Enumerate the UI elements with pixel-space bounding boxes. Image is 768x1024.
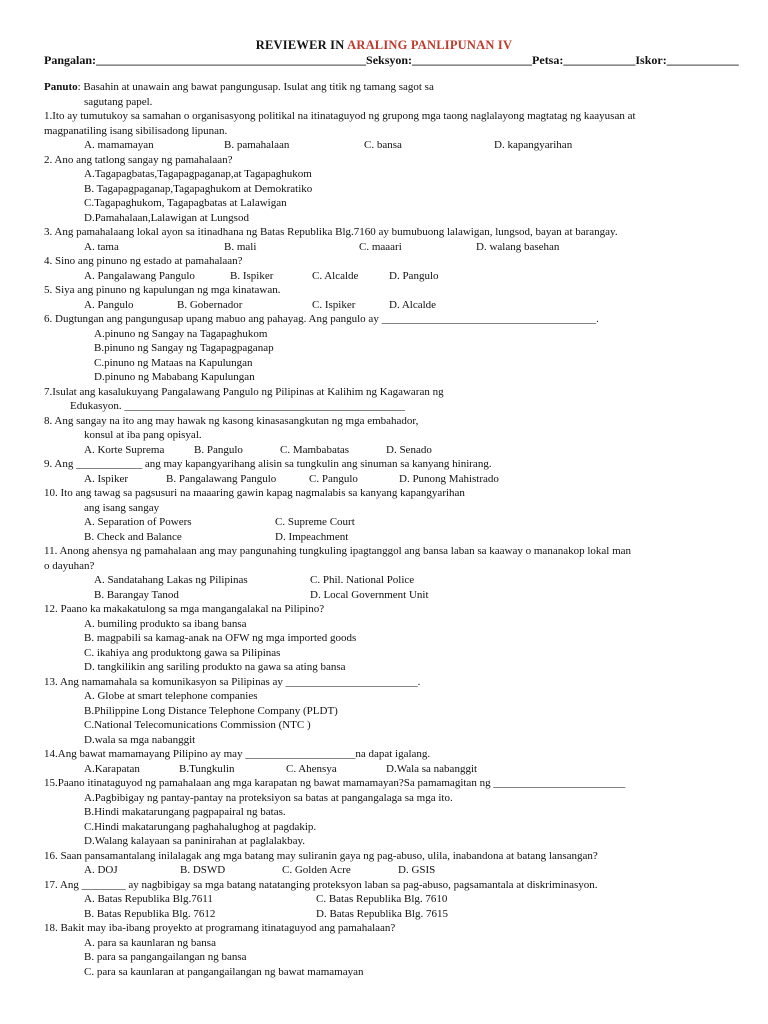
question-15: 15.Paano itinataguyod ng pamahalaan ang mga karapatan ng bawat mamamayan?Sa pamamagitan ng ________________________ bbox=[44, 777, 626, 789]
choice-15d[interactable]: D.Walang kalayaan sa paninirahan at paglalakbay. bbox=[84, 835, 306, 847]
choice-5c[interactable]: C. Ispiker bbox=[312, 298, 356, 311]
question-12: 12. Paano ka makakatulong sa mga mangangalakal na Pilipino? bbox=[44, 603, 325, 615]
choice-16c[interactable]: C. Golden Acre bbox=[282, 864, 351, 876]
choice-12d[interactable]: D. tangkilikin ang sariling produkto na gawa sa ating bansa bbox=[84, 661, 346, 673]
choice-15c[interactable]: C.Hindi makatarungang paghahalughog at pagdakip. bbox=[84, 820, 317, 833]
title-subject: ARALING PANLIPUNAN IV bbox=[347, 38, 513, 52]
question-9: 9. Ang ____________ ang may kapangyarihang alisin sa tungkulin ang sinuman sa kanyang hinirang. bbox=[44, 458, 492, 470]
question-8: 8. Ang sangay na ito ang may hawak ng kasong kinasasangkutan ng mga embahador, bbox=[44, 414, 419, 427]
question-8-cont: konsul at iba pang opisyal. bbox=[84, 429, 202, 441]
choice-13d[interactable]: D.wala sa mga nabanggit bbox=[84, 733, 196, 746]
choice-3d[interactable]: D. walang basehan bbox=[476, 240, 560, 253]
student-info-line bbox=[44, 53, 739, 68]
question-4-options bbox=[44, 269, 734, 284]
question-5-options bbox=[44, 298, 734, 313]
date-field[interactable]: Petsa:____________ bbox=[532, 53, 636, 67]
choice-14d[interactable]: D.Wala sa nabanggit bbox=[386, 762, 478, 775]
choice-1c[interactable]: C. bansa bbox=[364, 139, 402, 151]
choice-10d[interactable]: D. Impeachment bbox=[275, 530, 349, 543]
question-14: 14.Ang bawat mamamayang Pilipino ay may ____________________na dapat igalang. bbox=[44, 748, 431, 760]
question-10-options-row2 bbox=[44, 530, 734, 545]
question-17-options-row2 bbox=[44, 907, 734, 922]
choice-11c[interactable]: C. Phil. National Police bbox=[310, 574, 415, 586]
choice-16b[interactable]: B. DSWD bbox=[180, 864, 226, 876]
question-17: 17. Ang ________ ay nagbibigay sa mga batang natatanging proteksyon laban sa pag-abuso, pagsamantala at diskriminasyon. bbox=[44, 878, 598, 891]
choice-6a[interactable]: A.pinuno ng Sangay na Tagapaghukom bbox=[94, 327, 268, 340]
question-10: 10. Ito ang tawag sa pagsusuri na maaaring gawin kapag nagmalabis sa kanyang kapangyarihan bbox=[44, 487, 465, 499]
question-7-answer-line[interactable]: Edukasyon. ___________________________________________________ bbox=[70, 400, 405, 412]
question-1-options bbox=[44, 138, 734, 153]
choice-14a[interactable]: A.Karapatan bbox=[84, 762, 140, 775]
choice-5d[interactable]: D. Alcalde bbox=[389, 298, 437, 311]
question-list bbox=[44, 80, 734, 979]
section-field[interactable]: Seksyon:____________________ bbox=[366, 53, 533, 67]
question-5: 5. Siya ang pinuno ng kapulungan ng mga kinatawan. bbox=[44, 284, 281, 296]
question-10-options-row1 bbox=[44, 515, 734, 530]
choice-13b[interactable]: B.Philippine Long Distance Telephone Company (PLDT) bbox=[84, 704, 338, 717]
question-3: 3. Ang pamahalaang lokal ayon sa itinadhana ng Batas Republika Blg.7160 ay bumubuong lalawigan, lungsod, bayan at barangay. bbox=[44, 226, 618, 238]
choice-6c[interactable]: C.pinuno ng Mataas na Kapulungan bbox=[94, 356, 253, 369]
choice-3b[interactable]: B. mali bbox=[224, 240, 257, 253]
choice-10b[interactable]: B. Check and Balance bbox=[84, 530, 182, 543]
question-3-options bbox=[44, 240, 734, 255]
question-11-options-row2 bbox=[44, 588, 734, 603]
choice-8c[interactable]: C. Mambabatas bbox=[280, 443, 350, 456]
question-1-cont: magpanatiling isang sibilisadong lipunan. bbox=[44, 124, 228, 137]
question-10-cont: ang isang sangay bbox=[84, 501, 160, 514]
question-2: 2. Ano ang tatlong sangay ng pamahalaan? bbox=[44, 153, 233, 166]
choice-12a[interactable]: A. bumiling produkto sa ibang bansa bbox=[84, 617, 247, 630]
question-6: 6. Dugtungan ang pangungusap upang mabuo ang pahayag. Ang pangulo ay _______________________________________. bbox=[44, 313, 599, 325]
choice-14c[interactable]: C. Ahensya bbox=[286, 762, 337, 775]
choice-1d[interactable]: D. kapangyarihan bbox=[494, 139, 573, 151]
choice-4a[interactable]: A. Pangalawang Pangulo bbox=[84, 269, 195, 282]
choice-9a[interactable]: A. Ispiker bbox=[84, 472, 128, 485]
choice-17a[interactable]: A. Batas Republika Blg.7611 bbox=[84, 893, 213, 905]
choice-6b[interactable]: B.pinuno ng Sangay ng Tagapagpaganap bbox=[94, 342, 274, 354]
instructions-text: : Basahin at unawain ang bawat pangungusap. Isulat ang titik ng tamang sagot sa bbox=[77, 81, 434, 93]
choice-16d[interactable]: D. GSIS bbox=[398, 864, 436, 876]
question-11: 11. Anong ahensya ng pamahalaan ang may pangunahing tungkuling ipagtanggol ang bansa laban sa kaaway o mananakop lokal man bbox=[44, 545, 632, 557]
choice-12c[interactable]: C. ikahiya ang produktong gawa sa Pilipinas bbox=[84, 646, 281, 659]
question-9-options bbox=[44, 472, 734, 487]
name-field[interactable]: Pangalan:_____________________________________________ bbox=[44, 53, 367, 67]
instructions bbox=[44, 80, 734, 95]
choice-4c[interactable]: C. Alcalde bbox=[312, 269, 359, 282]
question-14-options bbox=[44, 762, 734, 777]
choice-8d[interactable]: D. Senado bbox=[386, 443, 432, 456]
page-title bbox=[0, 38, 768, 53]
question-8-options bbox=[44, 443, 734, 458]
title-prefix: REVIEWER IN bbox=[255, 38, 348, 52]
score-field[interactable]: Iskor:____________ bbox=[635, 53, 739, 67]
choice-5a[interactable]: A. Pangulo bbox=[84, 298, 134, 311]
choice-17c[interactable]: C. Batas Republika Blg. 7610 bbox=[316, 893, 448, 905]
choice-17d[interactable]: D. Batas Republika Blg. 7615 bbox=[316, 907, 448, 920]
instructions-text-cont: sagutang papel. bbox=[84, 95, 153, 108]
choice-16a[interactable]: A. DOJ bbox=[84, 864, 118, 876]
choice-18b[interactable]: B. para sa pangangailangan ng bansa bbox=[84, 951, 247, 963]
question-11-options-row1 bbox=[44, 573, 734, 588]
question-7: 7.Isulat ang kasalukuyang Pangalawang Pangulo ng Pilipinas at Kalihim ng Kagawaran ng bbox=[44, 385, 444, 398]
choice-12b[interactable]: B. magpabili sa kamag-anak na OFW ng mga imported goods bbox=[84, 632, 357, 644]
question-11-cont: o dayuhan? bbox=[44, 559, 95, 572]
choice-4b[interactable]: B. Ispiker bbox=[230, 269, 274, 282]
choice-18a[interactable]: A. para sa kaunlaran ng bansa bbox=[84, 936, 216, 949]
choice-4d[interactable]: D. Pangulo bbox=[389, 269, 439, 282]
choice-17b[interactable]: B. Batas Republika Blg. 7612 bbox=[84, 907, 216, 920]
choice-11b[interactable]: B. Barangay Tanod bbox=[94, 588, 179, 601]
question-16-options bbox=[44, 863, 734, 878]
choice-11a[interactable]: A. Sandatahang Lakas ng Pilipinas bbox=[94, 574, 248, 586]
question-13: 13. Ang namamahala sa komunikasyon sa Pilipinas ay ________________________. bbox=[44, 675, 421, 688]
instructions-label: Panuto bbox=[44, 81, 78, 93]
choice-2a[interactable]: A.Tagapagbatas,Tagapagpaganap,at Tagapaghukom bbox=[84, 168, 312, 180]
choice-9d[interactable]: D. Punong Mahistrado bbox=[399, 472, 499, 485]
question-17-options-row1 bbox=[44, 892, 734, 907]
choice-9b[interactable]: B. Pangalawang Pangulo bbox=[166, 472, 277, 485]
choice-14b[interactable]: B.Tungkulin bbox=[179, 762, 235, 775]
choice-8a[interactable]: A. Korte Suprema bbox=[84, 443, 165, 456]
choice-15b[interactable]: B.Hindi makatarungang pagpapairal ng batas. bbox=[84, 806, 286, 818]
choice-13a[interactable]: A. Globe at smart telephone companies bbox=[84, 690, 258, 702]
choice-5b[interactable]: B. Gobernador bbox=[177, 298, 243, 311]
choice-10a[interactable]: A. Separation of Powers bbox=[84, 516, 192, 528]
question-16: 16. Saan pansamantalang inilalagak ang mga batang may suliranin gaya ng pag-abuso, ulila, inabandona at batang lansangan? bbox=[44, 849, 598, 862]
choice-3a[interactable]: A. tama bbox=[84, 240, 119, 253]
choice-10c[interactable]: C. Supreme Court bbox=[275, 516, 355, 528]
choice-1a[interactable]: A. mamamayan bbox=[84, 139, 154, 151]
choice-13c[interactable]: C.National Telecomunications Commission (NTC ) bbox=[84, 719, 311, 731]
question-1: 1.Ito ay tumutukoy sa samahan o organisasyong politikal na itinataguyod ng grupong mga taong naglalayong magtatag ng kaayusan at bbox=[44, 110, 636, 122]
choice-6d[interactable]: D.pinuno ng Mababang Kapulungan bbox=[94, 371, 255, 383]
question-4: 4. Sino ang pinuno ng estado at pamahalaan? bbox=[44, 255, 243, 267]
choice-8b[interactable]: B. Pangulo bbox=[194, 443, 243, 456]
choice-11d[interactable]: D. Local Government Unit bbox=[310, 588, 429, 601]
choice-1b[interactable]: B. pamahalaan bbox=[224, 139, 290, 151]
choice-2b[interactable]: B. Tagapagpaganap,Tagapaghukom at Demokratiko bbox=[84, 182, 313, 195]
choice-15a[interactable]: A.Pagbibigay ng pantay-pantay na proteksiyon sa batas at pangangalaga sa mga ito. bbox=[84, 791, 453, 804]
choice-9c[interactable]: C. Pangulo bbox=[309, 472, 358, 485]
choice-2c[interactable]: C.Tagapaghukom, Tagapagbatas at Lalawigan bbox=[84, 197, 287, 209]
choice-3c[interactable]: C. maaari bbox=[359, 240, 402, 253]
choice-18c[interactable]: C. para sa kaunlaran at pangangailangan ng bawat mamamayan bbox=[84, 965, 364, 978]
question-18: 18. Bakit may iba-ibang proyekto at programang itinataguyod ang pamahalaan? bbox=[44, 922, 396, 934]
choice-2d[interactable]: D.Pamahalaan,Lalawigan at Lungsod bbox=[84, 211, 249, 224]
